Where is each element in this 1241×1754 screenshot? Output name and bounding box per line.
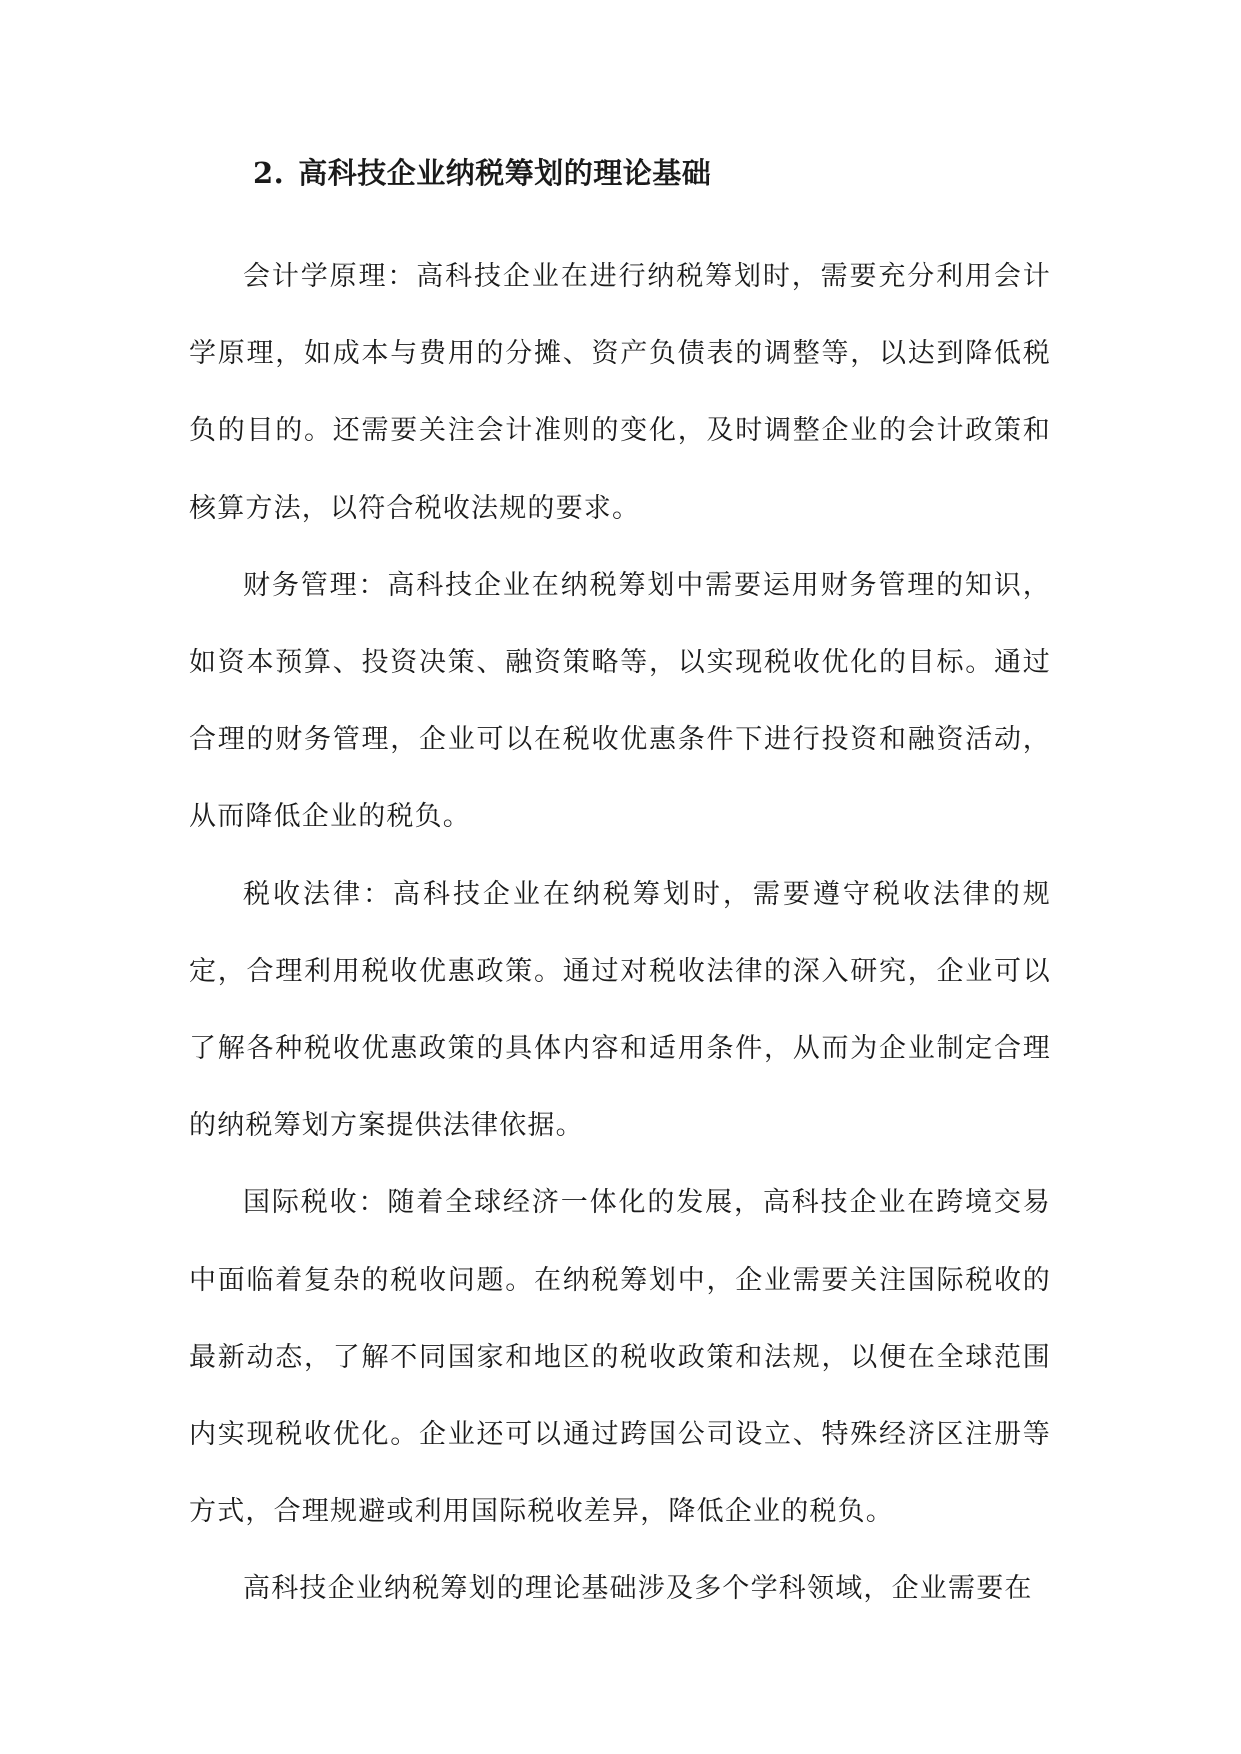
section-title: 高科技企业纳税筹划的理论基础 — [298, 156, 712, 190]
paragraph-accounting-principles: 会计学原理：高科技企业在进行纳税筹划时，需要充分利用会计学原理，如成本与费用的分摊、资产负债表的调整等，以达到降低税负的目的。还需要关注会计准则的变化，及时调整企业的会计政策和核算方法，以符合税收法规的要求。 — [189, 261, 1051, 524]
paragraph-summary: 高科技企业纳税筹划的理论基础涉及多个学科领域，企业需要在 — [243, 1573, 1033, 1605]
paragraph-financial-management: 财务管理：高科技企业在纳税筹划中需要运用财务管理的知识，如资本预算、投资决策、融资策略等，以实现税收优化的目标。通过合理的财务管理，企业可以在税收优惠条件下进行投资和融资活动，从而降低企业的税负。 — [189, 569, 1051, 833]
paragraph-international-taxation: 国际税收：随着全球经济一体化的发展，高科技企业在跨境交易中面临着复杂的税收问题。在纳税筹划中，企业需要关注国际税收的最新动态，了解不同国家和地区的税收政策和法规，以便在全球范围内实现税收优化。企业还可以通过跨国公司设立、特殊经济区注册等方式，合理规避或利用国际税收差异，降低企业的税负。 — [189, 1187, 1051, 1528]
body-text — [189, 238, 1051, 1628]
section-heading — [253, 150, 711, 196]
paragraph-tax-law: 税收法律：高科技企业在纳税筹划时，需要遵守税收法律的规定，合理利用税收优惠政策。通过对税收法律的深入研究，企业可以了解各种税收优惠政策的具体内容和适用条件，从而为企业制定合理的纳税筹划方案提供法律依据。 — [189, 878, 1051, 1142]
section-number: 2. — [253, 156, 285, 190]
